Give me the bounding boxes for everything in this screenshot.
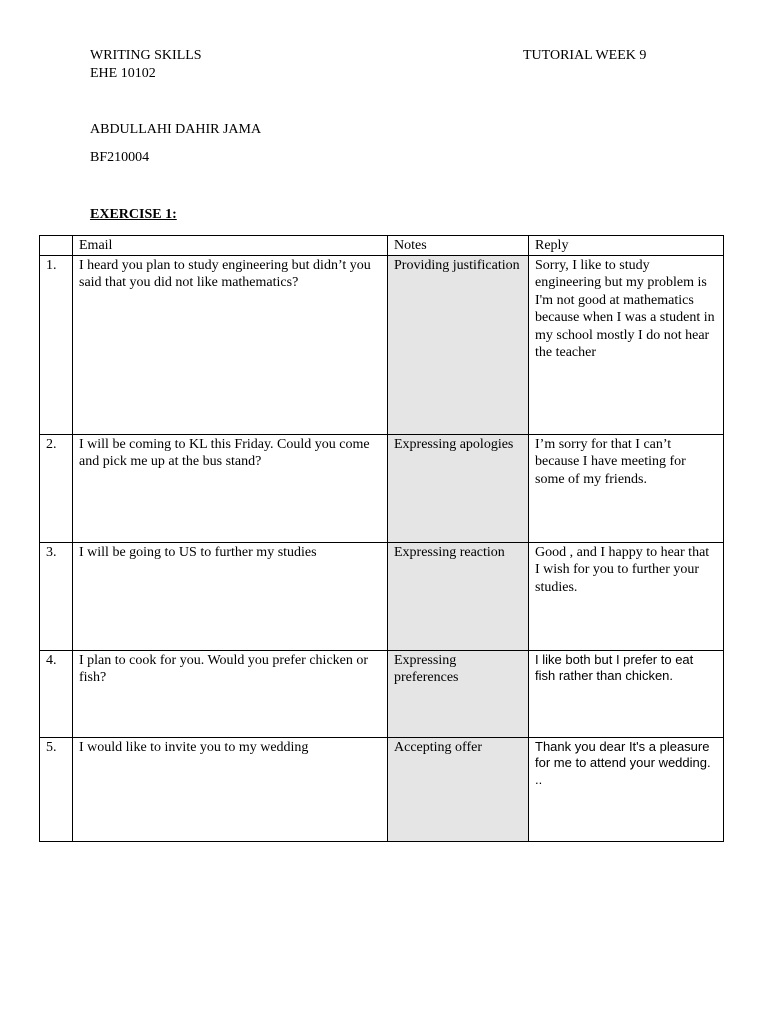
table-header-row [40, 236, 724, 256]
notes-cell: Expressing reaction [388, 542, 529, 650]
row-number: 5. [40, 737, 73, 841]
header-reply: Reply [529, 236, 724, 256]
table-row [40, 737, 724, 841]
table-row [40, 255, 724, 434]
notes-cell: Expressing preferences [388, 650, 529, 737]
reply-cell: Thank you dear It's a pleasure for me to attend your wedding. .. [529, 737, 724, 841]
table-row [40, 650, 724, 737]
notes-cell: Providing justification [388, 255, 529, 434]
email-cell: I will be going to US to further my studies [73, 542, 388, 650]
row-number: 2. [40, 434, 73, 542]
student-id: BF210004 [90, 150, 150, 165]
row-number: 4. [40, 650, 73, 737]
reply-cell: Good , and I happy to hear that I wish for you to further your studies. [529, 542, 724, 650]
table-row [40, 542, 724, 650]
course-code: EHE 10102 [90, 66, 156, 81]
row-number: 1. [40, 255, 73, 434]
email-cell: I heard you plan to study engineering but didn’t you said that you did not like mathematics? [73, 255, 388, 434]
table-row [40, 434, 724, 542]
email-cell: I would like to invite you to my wedding [73, 737, 388, 841]
header-email: Email [73, 236, 388, 256]
reply-cell: I like both but I prefer to eat fish rather than chicken. [529, 650, 724, 737]
notes-cell: Expressing apologies [388, 434, 529, 542]
reply-cell: I’m sorry for that I can’t because I have meeting for some of my friends. [529, 434, 724, 542]
exercise-title: EXERCISE 1: [90, 207, 177, 222]
notes-cell: Accepting offer [388, 737, 529, 841]
header-notes: Notes [388, 236, 529, 256]
student-name: ABDULLAHI DAHIR JAMA [90, 122, 262, 137]
header-num-cell [40, 236, 73, 256]
row-number: 3. [40, 542, 73, 650]
email-cell: I will be coming to KL this Friday. Could you come and pick me up at the bus stand? [73, 434, 388, 542]
course-name: WRITING SKILLS [90, 48, 202, 63]
reply-cell: Sorry, I like to study engineering but my problem is I'm not good at mathematics because when I was a student in my school mostly I do not hear the teacher [529, 255, 724, 434]
email-cell: I plan to cook for you. Would you prefer chicken or fish? [73, 650, 388, 737]
exercise-table [39, 235, 724, 842]
tutorial-week: TUTORIAL WEEK 9 [523, 48, 647, 63]
